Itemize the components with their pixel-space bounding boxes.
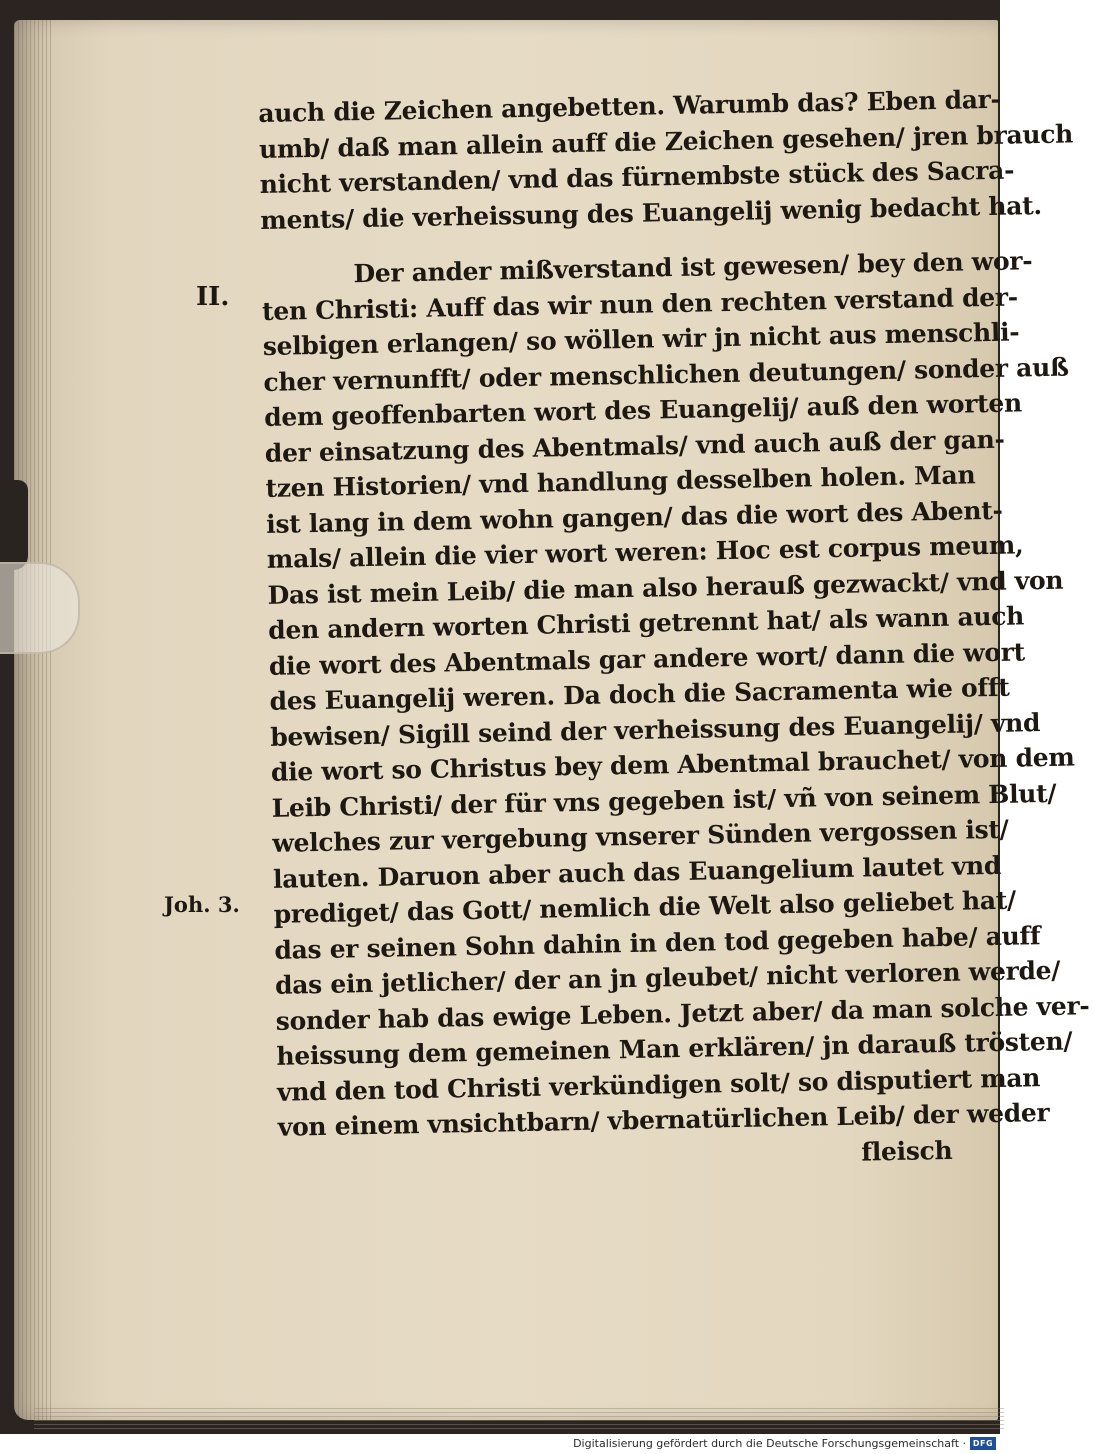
page-bottom-edges [34, 1408, 1004, 1432]
text-line: des Euangelij weren. Da doch die Sacramenta wie offt [269, 672, 1010, 716]
text-line: die wort so Christus bey dem Abentmal brauchet/ von dem [270, 742, 1075, 787]
text-line: vnd den tod Christi verkündigen solt/ so disputiert man [276, 1062, 1041, 1107]
body-text [258, 83, 1090, 1181]
text-line: tzen Historien/ vnd handlung desselben holen. Man [265, 460, 976, 503]
text-line: das er seinen Sohn dahin in den tod gegeben habe/ auff [274, 920, 1041, 965]
footer-bar [0, 1434, 1000, 1454]
text-line: die wort des Abentmals gar andere wort/ dann die wort [268, 636, 1026, 681]
text-line: bewisen/ Sigill seind der verheissung des Euangelij/ vnd [270, 707, 1041, 752]
text-line: Das ist mein Leib/ die man also herauß gezwackt/ vnd von [267, 565, 1064, 610]
text-line: von einem vnsichtbarn/ vbernatürlichen Leib/ der weder [277, 1097, 1050, 1142]
page-edges [14, 20, 54, 1420]
text-line: ten Christi: Auff das wir nun den rechten verstand der- [261, 281, 1019, 326]
text-line: heissung dem gemeinen Man erklären/ jn darauß trösten/ [276, 1026, 1073, 1071]
text-line: nicht verstanden/ vnd das fürnembste stück des Sacra- [259, 155, 1015, 199]
margin-numeral: II. [196, 282, 230, 312]
dfg-logo-icon: DFG [970, 1437, 996, 1450]
text-line: der einsatzung des Abentmals/ vnd auch auß der gan- [264, 424, 1005, 468]
funding-credit: Digitalisierung gefördert durch die Deutsche Forschungsgemeinschaft · [573, 1437, 966, 1450]
margin-reference: Joh. 3. [164, 892, 240, 917]
text-line: auch die Zeichen angebetten. Warumb das? Eben dar- [258, 84, 1001, 128]
text-line: Leib Christi/ der für vns gegeben ist/ vñ von seinem Blut/ [271, 778, 1057, 823]
page-stain [0, 480, 28, 570]
text-line: selbigen erlangen/ so wöllen wir jn nicht aus menschli- [262, 317, 1020, 361]
text-line: prediget/ das Gott/ nemlich die Welt also geliebet hat/ [273, 885, 1017, 929]
text-line: ments/ die verheissung des Euangelij wenig bedacht hat. [260, 190, 1042, 235]
text-line: Der ander mißverstand ist gewesen/ bey den wor- [353, 246, 1033, 289]
text-line: umb/ daß man allein auff die Zeichen gesehen/ jren brauch [258, 118, 1074, 164]
catchword: fleisch [861, 1135, 953, 1167]
text-line: sonder hab das ewige Leben. Jetzt aber/ da man solche ver- [275, 990, 1090, 1036]
text-line: mals/ allein die vier wort weren: Hoc est corpus meum, [266, 530, 1024, 574]
page-clip [0, 562, 80, 654]
text-line: welches zur vergebung vnserer Sünden vergossen ist/ [272, 814, 1009, 858]
text-line: cher vernunfft/ oder menschlichen deutungen/ sonder auß [263, 351, 1069, 397]
text-line: ist lang in dem wohn gangen/ das die wort des Abent- [265, 495, 1003, 539]
text-line: das ein jetlicher/ der an jn gleubet/ nicht verloren werde/ [274, 955, 1061, 1000]
text-line: lauten. Daruon aber auch das Euangelium lautet vnd [272, 850, 1002, 894]
text-line: den andern worten Christi getrennt hat/ als wann auch [267, 601, 1025, 645]
text-line: dem geoffenbarten wort des Euangelij/ auß den worten [263, 388, 1023, 432]
